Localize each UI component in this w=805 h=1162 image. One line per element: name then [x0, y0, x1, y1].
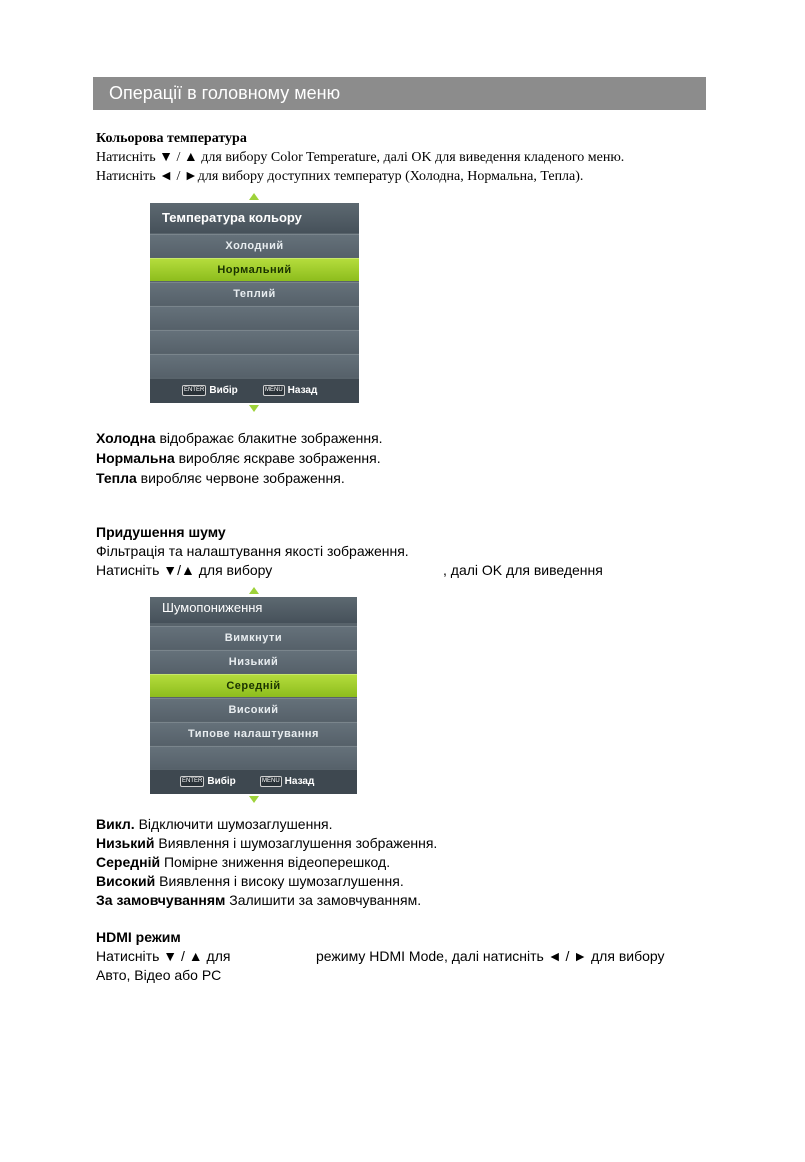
color-temp-line2: Натисніть ◄ / ►для вибору доступних температур (Холодна, Нормальна, Тепла).	[96, 169, 584, 184]
menu-title: Шумопониження	[150, 597, 357, 623]
desc-warm: Тепла виробляє червоне зображення.	[96, 470, 345, 486]
noise-heading: Придушення шуму	[96, 524, 226, 540]
color-temp-heading: Кольорова температура	[96, 131, 247, 146]
desc-cold: Холодна відображає блакитне зображення.	[96, 430, 383, 446]
enter-select-hint[interactable]: ENTER Вибір	[184, 385, 238, 397]
color-temp-menu	[150, 203, 359, 403]
menu-item-off[interactable]: Вимкнути	[150, 626, 357, 649]
hdmi-line1a: Натисніть ▼ / ▲ для	[96, 948, 231, 964]
menu-item-empty	[150, 354, 359, 377]
scroll-up-arrow-icon	[249, 193, 259, 200]
menu-item-empty	[150, 330, 359, 353]
section-header-bar	[93, 77, 706, 110]
menu-item-high[interactable]: Високий	[150, 698, 357, 721]
scroll-down-arrow-icon	[249, 796, 259, 803]
color-temp-line1: Натисніть ▼ / ▲ для вибору Color Temperature, далі OK для виведення кладеного меню.	[96, 150, 625, 165]
menu-item-low[interactable]: Низький	[150, 650, 357, 673]
hdmi-line2: Авто, Відео або PC	[96, 967, 222, 983]
desc-default: За замовчуванням Залишити за замовчуванням.	[96, 892, 422, 908]
menu-item-medium[interactable]: Середній	[150, 674, 357, 697]
menu-footer	[150, 379, 359, 403]
menu-item-cold[interactable]: Холодний	[150, 234, 359, 257]
menu-back-hint[interactable]: MENU Назад	[262, 776, 315, 788]
desc-high: Високий Виявлення і високу шумозаглушення.	[96, 873, 404, 889]
menu-back-hint[interactable]: MENU Назад	[265, 385, 318, 397]
enter-select-hint[interactable]: ENTER Вибір	[182, 776, 236, 788]
menu-key-icon: MENU	[260, 776, 282, 787]
menu-item-empty	[150, 746, 357, 769]
desc-off: Викл. Відключити шумозаглушення.	[96, 816, 333, 832]
scroll-down-arrow-icon	[249, 405, 259, 412]
enter-key-icon: ENTER	[182, 385, 206, 396]
noise-menu	[150, 597, 357, 794]
menu-title: Температура кольору	[150, 203, 359, 233]
menu-footer	[150, 770, 357, 794]
enter-key-icon: ENTER	[180, 776, 204, 787]
menu-item-default[interactable]: Типове налаштування	[150, 722, 357, 745]
section-title: Операції в головному меню	[109, 83, 341, 103]
hdmi-heading: HDMI режим	[96, 929, 181, 945]
menu-key-icon: MENU	[263, 385, 285, 396]
desc-low: Низький Виявлення і шумозаглушення зображення.	[96, 835, 438, 851]
menu-item-warm[interactable]: Теплий	[150, 282, 359, 305]
desc-normal: Нормальна виробляє яскраве зображення.	[96, 450, 381, 466]
menu-item-normal[interactable]: Нормальний	[150, 258, 359, 281]
scroll-up-arrow-icon	[249, 587, 259, 594]
noise-line2b: , далі OK для виведення	[443, 562, 603, 578]
noise-line1: Фільтрація та налаштування якості зображення.	[96, 543, 409, 559]
menu-item-empty	[150, 306, 359, 329]
noise-line2a: Натисніть ▼/▲ для вибору	[96, 562, 273, 578]
desc-medium: Середній Помірне зниження відеоперешкод.	[96, 854, 391, 870]
hdmi-line1b: режиму HDMI Mode, далі натисніть ◄ / ► для вибору	[316, 948, 665, 964]
